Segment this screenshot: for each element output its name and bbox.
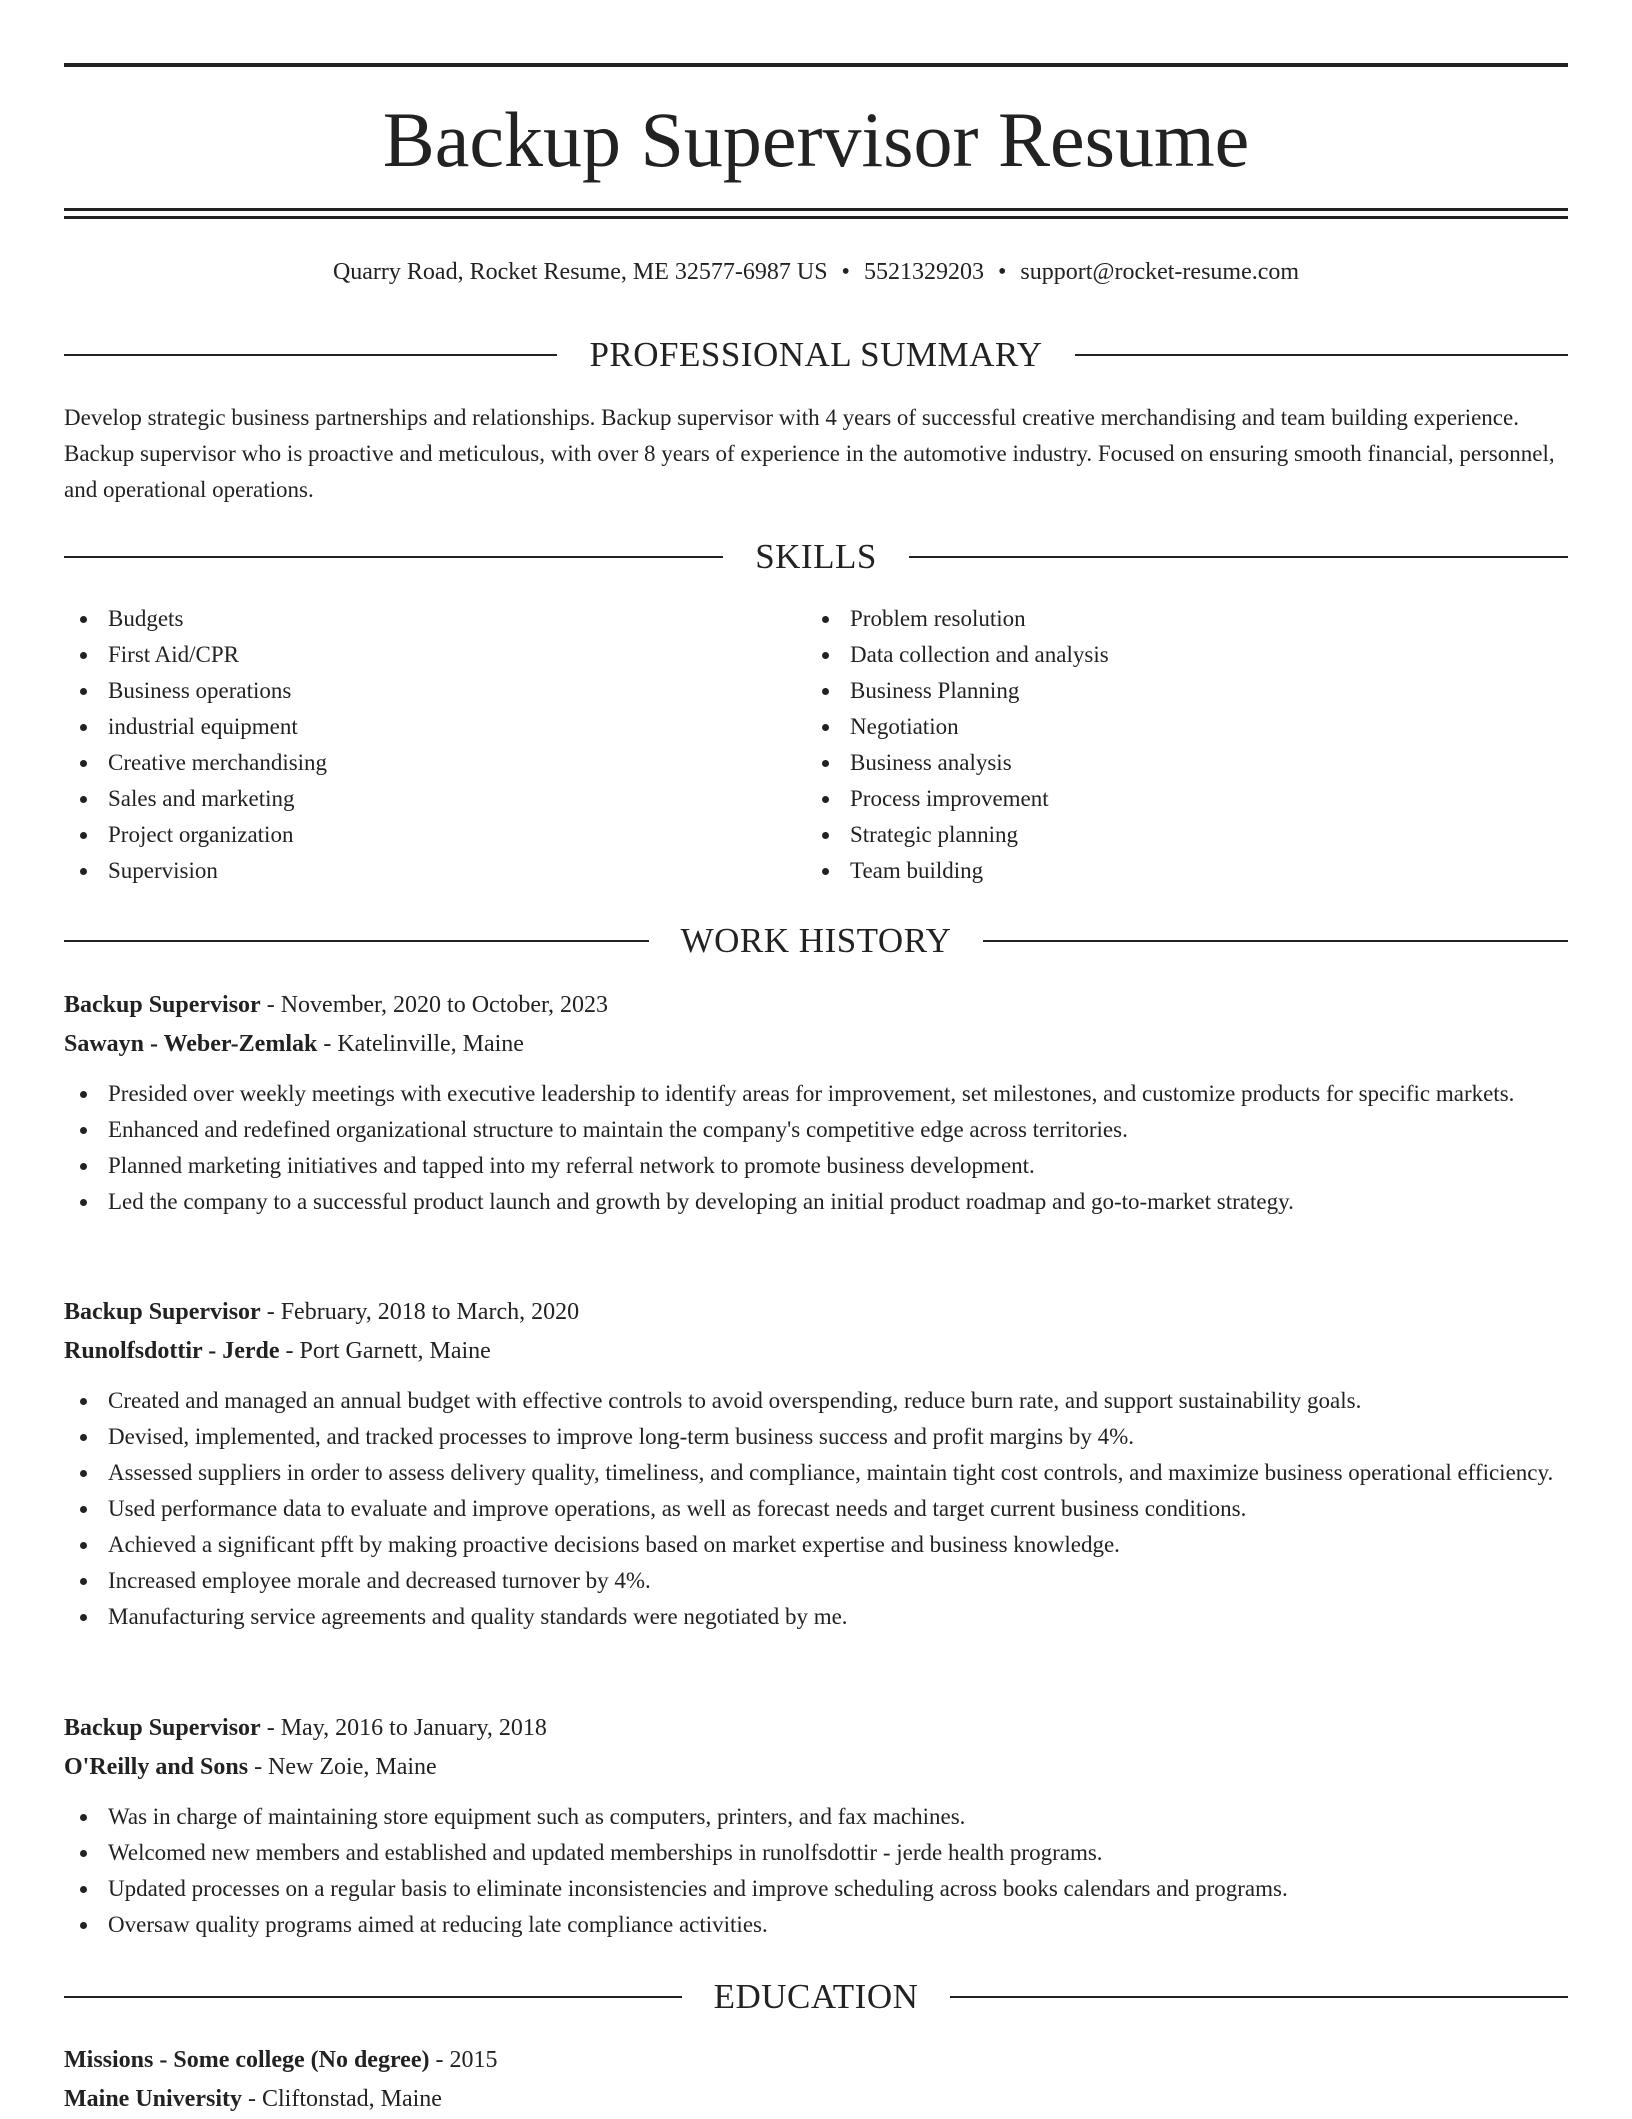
skill-item: Project organization [64, 817, 764, 853]
skills-heading-label: SKILLS [755, 537, 877, 576]
skill-item: Negotiation [806, 709, 1506, 745]
skill-item: Data collection and analysis [806, 637, 1506, 673]
job-title: Backup Supervisor [64, 992, 261, 1018]
work-heading-label: WORK HISTORY [680, 921, 952, 960]
job-bullet: Increased employee morale and decreased turnover by 4%. [64, 1563, 1568, 1599]
skill-item: Budgets [64, 601, 764, 637]
contact-phone: 5521329203 [863, 259, 984, 285]
skill-item: First Aid/CPR [64, 637, 764, 673]
skill-item: Business operations [64, 673, 764, 709]
job-dates: - May, 2016 to January, 2018 [260, 1715, 547, 1741]
skill-item: Strategic planning [806, 817, 1506, 853]
job-bullets [64, 1383, 1568, 1635]
education-degree: Missions - Some college (No degree) [64, 2047, 430, 2073]
skill-item: Sales and marketing [64, 781, 764, 817]
education-location: - Cliftonstad, Maine [241, 2086, 442, 2112]
work-heading [64, 919, 1568, 963]
job-bullet: Created and managed an annual budget with effective controls to avoid overspending, reduce burn rate, and support sustainability goals. [64, 1383, 1568, 1419]
resume-title: Backup Supervisor Resume [382, 96, 1250, 183]
skill-item: Business analysis [806, 745, 1506, 781]
job-bullet: Used performance data to evaluate and improve operations, as well as forecast needs and target current business conditions. [64, 1491, 1568, 1527]
job-entry [64, 986, 1568, 1220]
job-bullets [64, 1799, 1568, 1943]
contact-separator: • [841, 259, 850, 285]
job-company: Sawayn - Weber-Zemlak [64, 1031, 318, 1057]
job-bullets [64, 1076, 1568, 1220]
job-bullet: Presided over weekly meetings with executive leadership to identify areas for improvement, set milestones, and customize products for specific markets. [64, 1076, 1568, 1112]
job-entry [64, 1709, 1568, 1943]
contact-line [64, 254, 1568, 290]
job-location: - Port Garnett, Maine [279, 1338, 491, 1364]
skills-column-left [64, 601, 764, 889]
job-company-line [64, 1332, 1568, 1371]
skill-item: Creative merchandising [64, 745, 764, 781]
job-company: Runolfsdottir - Jerde [64, 1338, 280, 1364]
education-school: Maine University [64, 2086, 242, 2112]
heading-rule-left [64, 1996, 682, 1998]
skill-item: Process improvement [806, 781, 1506, 817]
skill-item: industrial equipment [64, 709, 764, 745]
top-rule [64, 63, 1568, 67]
job-bullet: Enhanced and redefined organizational structure to maintain the company's competitive edge across territories. [64, 1112, 1568, 1148]
job-bullet: Achieved a significant pfft by making proactive decisions based on market expertise and business knowledge. [64, 1527, 1568, 1563]
heading-rule-left [64, 556, 723, 558]
education-school-line [64, 2080, 1568, 2119]
skills-heading [64, 535, 1568, 579]
contact-email: support@rocket-resume.com [1020, 259, 1300, 285]
contact-address: Quarry Road, Rocket Resume, ME 32577-6987 US [332, 259, 828, 285]
job-bullet: Assessed suppliers in order to assess delivery quality, timeliness, and compliance, maintain tight cost controls, and maximize business operational efficiency. [64, 1455, 1568, 1491]
skill-item: Team building [806, 853, 1506, 889]
contact-separator: • [997, 259, 1007, 285]
job-company: O'Reilly and Sons [64, 1754, 249, 1780]
summary-heading [64, 333, 1568, 377]
job-title-line [64, 986, 1568, 1025]
title-rule-lower [64, 216, 1568, 219]
skills-list-left [64, 601, 764, 889]
job-bullet: Updated processes on a regular basis to eliminate inconsistencies and improve scheduling across books calendars and programs. [64, 1871, 1568, 1907]
education-year: - 2015 [429, 2047, 498, 2073]
skill-item: Business Planning [806, 673, 1506, 709]
job-title: Backup Supervisor [64, 1715, 261, 1741]
job-company-line [64, 1025, 1568, 1064]
heading-rule-right [909, 556, 1568, 558]
skills-list-right [806, 601, 1506, 889]
heading-rule-right [950, 1996, 1568, 1998]
summary-heading-label: PROFESSIONAL SUMMARY [589, 335, 1043, 374]
skill-item: Supervision [64, 853, 764, 889]
job-bullet: Oversaw quality programs aimed at reducing late compliance activities. [64, 1907, 1568, 1943]
job-bullet: Led the company to a successful product launch and growth by developing an initial product roadmap and go-to-market strategy. [64, 1184, 1568, 1220]
heading-rule-right [983, 940, 1568, 942]
education-entry [64, 2041, 1568, 2119]
job-bullet: Manufacturing service agreements and quality standards were negotiated by me. [64, 1599, 1568, 1635]
heading-rule-right [1075, 354, 1568, 356]
job-title-line [64, 1293, 1568, 1332]
job-bullet: Devised, implemented, and tracked processes to improve long-term business success and profit margins by 4%. [64, 1419, 1568, 1455]
job-title-line [64, 1709, 1568, 1748]
education-heading-label: EDUCATION [713, 1977, 919, 2016]
job-company-line [64, 1748, 1568, 1787]
heading-rule-left [64, 940, 649, 942]
skills-column-right [806, 601, 1506, 889]
heading-rule-left [64, 354, 557, 356]
education-heading [64, 1975, 1568, 2019]
summary-text: Develop strategic business partnerships and relationships. Backup supervisor with 4 years of successful creative merchandising and team building experience. Backup supervisor who is proactive and meticulous, with over 8 years of experience in the automotive industry. Focused on ensuring smooth financial, personnel, and operational operations. [64, 405, 1555, 502]
job-dates: - February, 2018 to March, 2020 [260, 1299, 580, 1325]
job-entry [64, 1293, 1568, 1635]
job-location: - New Zoie, Maine [248, 1754, 437, 1780]
education-degree-line [64, 2041, 1568, 2080]
job-title: Backup Supervisor [64, 1299, 261, 1325]
job-bullet: Welcomed new members and established and updated memberships in runolfsdottir - jerde health programs. [64, 1835, 1568, 1871]
skill-item: Problem resolution [806, 601, 1506, 637]
title-rule-upper [64, 208, 1568, 211]
job-bullet: Planned marketing initiatives and tapped into my referral network to promote business development. [64, 1148, 1568, 1184]
job-location: - Katelinville, Maine [317, 1031, 524, 1057]
job-dates: - November, 2020 to October, 2023 [260, 992, 609, 1018]
job-bullet: Was in charge of maintaining store equipment such as computers, printers, and fax machines. [64, 1799, 1568, 1835]
